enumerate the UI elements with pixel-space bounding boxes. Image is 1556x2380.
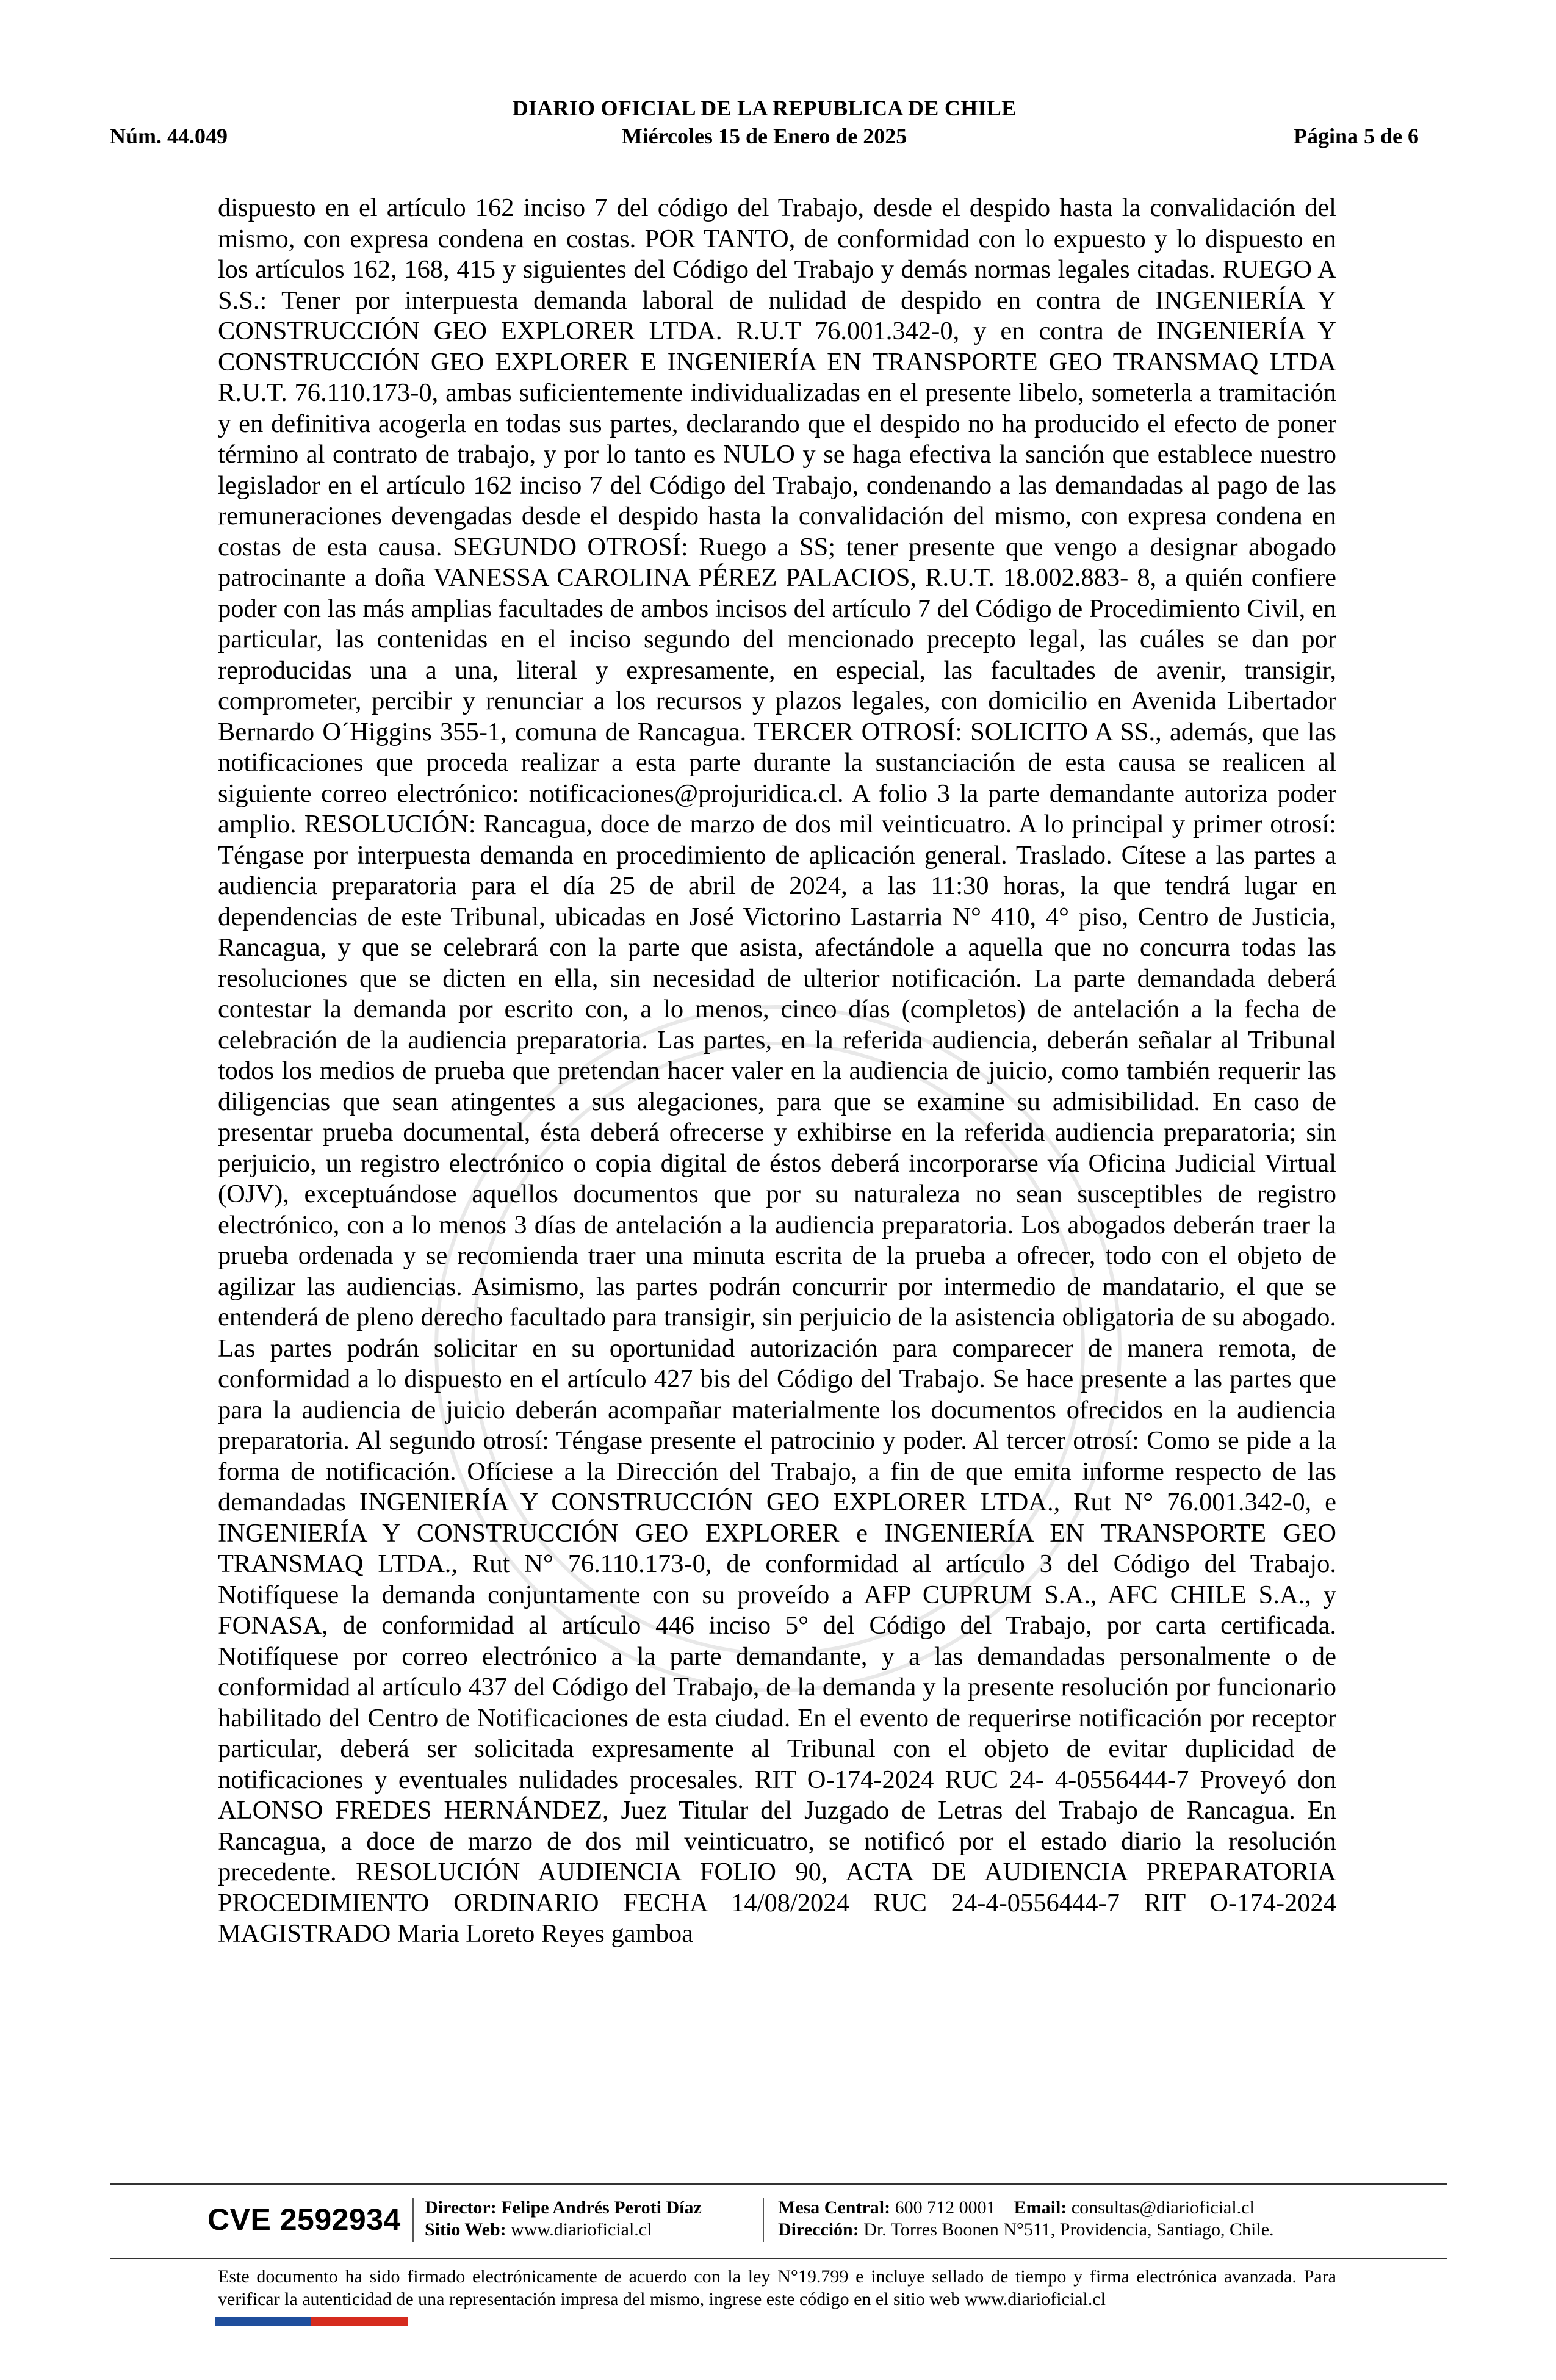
footer-contact-column [778,2197,1274,2241]
footer-separator [763,2198,764,2242]
page-footer [110,2191,1447,2258]
address-label: Dirección: [778,2220,859,2240]
issue-date: Miércoles 15 de Enero de 2025 [621,124,907,148]
issue-number: Núm. 44.049 [110,124,228,148]
director-name: Felipe Andrés Peroti Díaz [501,2198,702,2218]
footer-divider [110,2183,1447,2185]
phone-number: 600 712 0001 [895,2198,996,2218]
flag-blue-segment [215,2317,311,2326]
phone-label: Mesa Central: [778,2198,891,2218]
cve-code: CVE 2592934 [207,2202,401,2237]
flag-red-segment [311,2317,408,2326]
website-link[interactable]: www.diarioficial.cl [511,2220,652,2240]
website-label: Sitio Web: [425,2220,506,2240]
footer-director-column [425,2197,702,2241]
signature-disclaimer: Este documento ha sido firmado electrónicamente de acuerdo con la ley N°19.799 e incluye sellado de tiempo y firma electrónica avanzada. Para verificar la autenticidad de una representación impresa del mismo, ingrese este código en el sitio web www.diarioficial.cl [218,2266,1336,2309]
publication-title: DIARIO OFICIAL DE LA REPUBLICA DE CHILE [512,96,1017,120]
page-header [110,92,1419,159]
page-indicator: Página 5 de 6 [1293,124,1419,148]
chile-flag-stripe [215,2317,408,2326]
footer-divider [110,2258,1447,2259]
email-label: Email: [1014,2198,1067,2218]
document-body: dispuesto en el artículo 162 inciso 7 del código del Trabajo, desde el despido hasta la convalidación del mismo, con expresa condena en costas. POR TANTO, de conformidad con lo expuesto y lo dispuesto en los artículos 162, 168, 415 y siguientes del Código del Trabajo y demás normas legales citadas. RUEGO A S.S.: Tener por interpuesta demanda laboral de nulidad de despido en contra de INGENIERÍA Y CONSTRUCCIÓN GEO EXPLORER LTDA. R.U.T 76.001.342-0, y en contra de INGENIERÍA Y CONSTRUCCIÓN GEO EXPLORER E INGENIERÍA EN TRANSPORTE GEO TRANSMAQ LTDA R.U.T. 76.110.173-0, ambas suficientemente individualizadas en el presente libelo, someterla a tramitación y en definitiva acogerla en todas sus partes, declarando que el despido no ha producido el efecto de poner término al contrato de trabajo, y por lo tanto es NULO y se haga efectiva la sanción que establece nuestro legislador en el artículo 162 inciso 7 del Código del Trabajo, condenando a las demandadas al pago de las remuneraciones devengadas desde el despido hasta la convalidación del mismo, con expresa condena en costas de esta causa. SEGUNDO OTROSÍ: Ruego a SS; tener presente que vengo a designar abogado patrocinante a doña VANESSA CAROLINA PÉREZ PALACIOS, R.U.T. 18.002.883- 8, a quién confiere poder con las más amplias facultades de ambos incisos del artículo 7 del Código de Procedimiento Civil, en particular, las contenidas en el inciso segundo del mencionado precepto legal, las cuáles se dan por reproducidas una a una, literal y expresamente, en especial, las facultades de avenir, transigir, comprometer, percibir y renunciar a los recursos y plazos legales, con domicilio en Avenida Libertador Bernardo O´Higgins 355-1, comuna de Rancagua. TERCER OTROSÍ: SOLICITO A SS., además, que las notificaciones que proceda realizar a esta parte durante la sustanciación de esta causa se realicen al siguiente correo electrónico: notificaciones@projuridica.cl. A folio 3 la parte demandante autoriza poder amplio. RESOLUCIÓN: Rancagua, doce de marzo de dos mil veinticuatro. A lo principal y primer otrosí: Téngase por interpuesta demanda en procedimiento de aplicación general. Traslado. Cítese a las partes a audiencia preparatoria para el día 25 de abril de 2024, a las 11:30 horas, la que tendrá lugar en dependencias de este Tribunal, ubicadas en José Victorino Lastarria N° 410, 4° piso, Centro de Justicia, Rancagua, y que se celebrará con la parte que asista, afectándole a aquella que no concurra todas las resoluciones que se dicten en ella, sin necesidad de ulterior notificación. La parte demandada deberá contestar la demanda por escrito con, a lo menos, cinco días (completos) de antelación a la fecha de celebración de la audiencia preparatoria. Las partes, en la referida audiencia, deberán señalar al Tribunal todos los medios de prueba que pretendan hacer valer en la audiencia de juicio, como también requerir las diligencias que sean atingentes a sus alegaciones, para que se examine su admisibilidad. En caso de presentar prueba documental, ésta deberá ofrecerse y exhibirse en la referida audiencia preparatoria; sin perjuicio, un registro electrónico o copia digital de éstos deberá incorporarse vía Oficina Judicial Virtual (OJV), exceptuándose aquellos documentos que por su naturaleza no sean susceptibles de registro electrónico, con a lo menos 3 días de antelación a la audiencia preparatoria. Los abogados deberán traer la prueba ordenada y se recomienda traer una minuta escrita de la prueba a ofrecer, todo con el objeto de agilizar las audiencias. Asimismo, las partes podrán concurrir por intermedio de mandatario, el que se entenderá de pleno derecho facultado para transigir, sin perjuicio de la asistencia obligatoria de su abogado. Las partes podrán solicitar en su oportunidad autorización para comparecer de manera remota, de conformidad a lo dispuesto en el artículo 427 bis del Código del Trabajo. Se hace presente a las partes que para la audiencia de juicio deberán acompañar materialmente los documentos ofrecidos en la audiencia preparatoria. Al segundo otrosí: Téngase presente el patrocinio y poder. Al tercer otrosí: Como se pide a la forma de notificación. Ofíciese a la Dirección del Trabajo, a fin de que emita informe respecto de las demandadas INGENIERÍA Y CONSTRUCCIÓN GEO EXPLORER LTDA., Rut N° 76.001.342-0, e INGENIERÍA Y CONSTRUCCIÓN GEO EXPLORER e INGENIERÍA EN TRANSPORTE GEO TRANSMAQ LTDA., Rut N° 76.110.173-0, de conformidad al artículo 3 del Código del Trabajo. Notifíquese la demanda conjuntamente con su proveído a AFP CUPRUM S.A., AFC CHILE S.A., y FONASA, de conformidad al artículo 446 inciso 5° del Código del Trabajo, por carta certificada. Notifíquese por correo electrónico a la parte demandante, y a las demandadas personalmente o de conformidad al artículo 437 del Código del Trabajo, de la demanda y la presente resolución por funcionario habilitado del Centro de Notificaciones de esta ciudad. En el evento de requerirse notificación por receptor particular, deberá ser solicitada expresamente al Tribunal con el objeto de evitar duplicidad de notificaciones y eventuales nulidades procesales. RIT O-174-2024 RUC 24- 4-0556444-7 Proveyó don ALONSO FREDES HERNÁNDEZ, Juez Titular del Juzgado de Letras del Trabajo de Rancagua. En Rancagua, a doce de marzo de dos mil veinticuatro, se notificó por el estado diario la resolución precedente. RESOLUCIÓN AUDIENCIA FOLIO 90, ACTA DE AUDIENCIA PREPARATORIA PROCEDIMIENTO ORDINARIO FECHA 14/08/2024 RUC 24-4-0556444-7 RIT O-174-2024 MAGISTRADO Maria Loreto Reyes gamboa [218,193,1336,1948]
director-label: Director: [425,2198,497,2218]
address-text: Dr. Torres Boonen N°511, Providencia, Santiago, Chile. [863,2220,1274,2240]
email-link[interactable]: consultas@diarioficial.cl [1071,2198,1255,2218]
footer-separator [412,2198,414,2242]
